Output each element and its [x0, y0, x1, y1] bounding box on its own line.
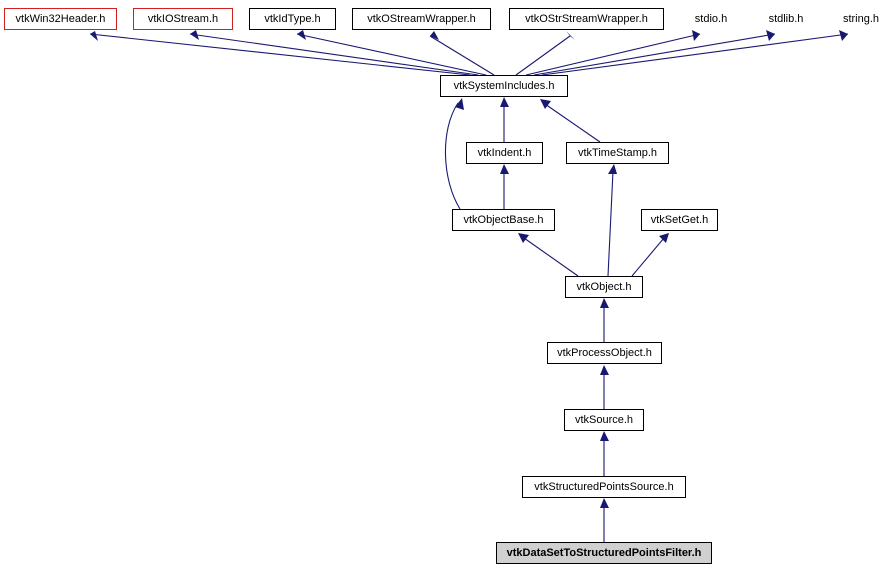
node-label: vtkSystemIncludes.h — [453, 79, 555, 92]
arrow-vtkIOStream — [190, 30, 199, 40]
edge-to-stdlib — [534, 34, 775, 75]
node-label: string.h — [842, 12, 880, 25]
node-label: vtkObjectBase.h — [463, 213, 544, 226]
node-string[interactable] — [831, 8, 890, 30]
arrow-vtkOStrStreamWrapper — [566, 31, 575, 40]
arrow-vtkIdType — [297, 30, 306, 40]
arrow-vtkOStreamWrapper — [430, 31, 439, 40]
edges-group — [90, 30, 848, 542]
arrow-string — [839, 30, 848, 41]
node-vtkSetGet[interactable] — [641, 209, 718, 231]
node-vtkSystemIncludes[interactable] — [440, 75, 568, 97]
node-label: vtkIndent.h — [477, 146, 532, 159]
node-vtkObject[interactable] — [565, 276, 643, 298]
node-vtkSource[interactable] — [564, 409, 644, 431]
arrow-objectbase-to-systemincludes — [455, 98, 464, 110]
arrow-object-to-timestamp — [608, 164, 617, 174]
arrow-objectbase-to-indent — [500, 164, 509, 174]
edge-objectbase-to-systemincludes — [445, 103, 460, 209]
edge-to-vtkWin32Header — [90, 34, 470, 75]
node-vtkOStrStreamWrapper[interactable] — [509, 8, 664, 30]
node-vtkIndent[interactable] — [466, 142, 543, 164]
arrow-vtkWin32Header — [90, 31, 98, 41]
edge-to-vtkIOStream — [190, 34, 478, 75]
node-label: vtkObject.h — [576, 280, 632, 293]
edge-timestamp-to-systemincludes — [545, 104, 600, 142]
node-label: stdio.h — [694, 12, 728, 25]
node-label: vtkSource.h — [574, 413, 634, 426]
edge-to-string — [542, 34, 848, 75]
arrow-source-to-processobject — [600, 365, 609, 375]
node-label: vtkProcessObject.h — [557, 346, 652, 359]
arrow-current-to-sps — [600, 498, 609, 508]
node-label: vtkTimeStamp.h — [577, 146, 658, 159]
node-vtkObjectBase[interactable] — [452, 209, 555, 231]
node-label: vtkOStrStreamWrapper.h — [525, 12, 648, 25]
node-label: vtkWin32Header.h — [15, 12, 106, 25]
node-vtkStructuredPointsSource[interactable] — [522, 476, 686, 498]
arrow-stdio — [692, 30, 700, 41]
node-label: vtkStructuredPointsSource.h — [534, 480, 674, 493]
node-label: vtkDataSetToStructuredPointsFilter.h — [506, 546, 702, 559]
node-vtkProcessObject[interactable] — [547, 342, 662, 364]
node-label: vtkOStreamWrapper.h — [367, 12, 476, 25]
arrow-processobject-to-object — [600, 298, 609, 308]
node-vtkIOStream[interactable] — [133, 8, 233, 30]
arrow-object-to-objectbase — [518, 233, 529, 243]
edge-object-to-timestamp — [608, 171, 613, 276]
node-label: vtkSetGet.h — [650, 213, 709, 226]
node-vtkDataSetToStructuredPointsFilter[interactable] — [496, 542, 712, 564]
node-vtkIdType[interactable] — [249, 8, 336, 30]
node-label: vtkIdType.h — [264, 12, 321, 25]
edge-to-vtkOStreamWrapper — [430, 36, 494, 75]
edge-to-vtkIdType — [297, 34, 486, 75]
arrow-stdlib — [766, 30, 775, 41]
edge-to-stdio — [526, 34, 700, 75]
node-label: vtkIOStream.h — [147, 12, 219, 25]
arrow-sps-to-source — [600, 431, 609, 441]
node-vtkWin32Header[interactable] — [4, 8, 117, 30]
node-stdio[interactable] — [681, 8, 741, 30]
node-label: stdlib.h — [768, 12, 804, 25]
node-vtkTimeStamp[interactable] — [566, 142, 669, 164]
arrow-object-to-setget — [659, 233, 669, 243]
node-vtkOStreamWrapper[interactable] — [352, 8, 491, 30]
node-stdlib[interactable] — [755, 8, 817, 30]
arrow-indent-to-systemincludes — [500, 97, 509, 107]
edge-object-to-objectbase — [524, 238, 578, 276]
arrow-timestamp-to-systemincludes — [540, 99, 551, 109]
edge-object-to-setget — [632, 238, 664, 276]
edge-to-vtkOStrStreamWrapper — [516, 36, 570, 75]
